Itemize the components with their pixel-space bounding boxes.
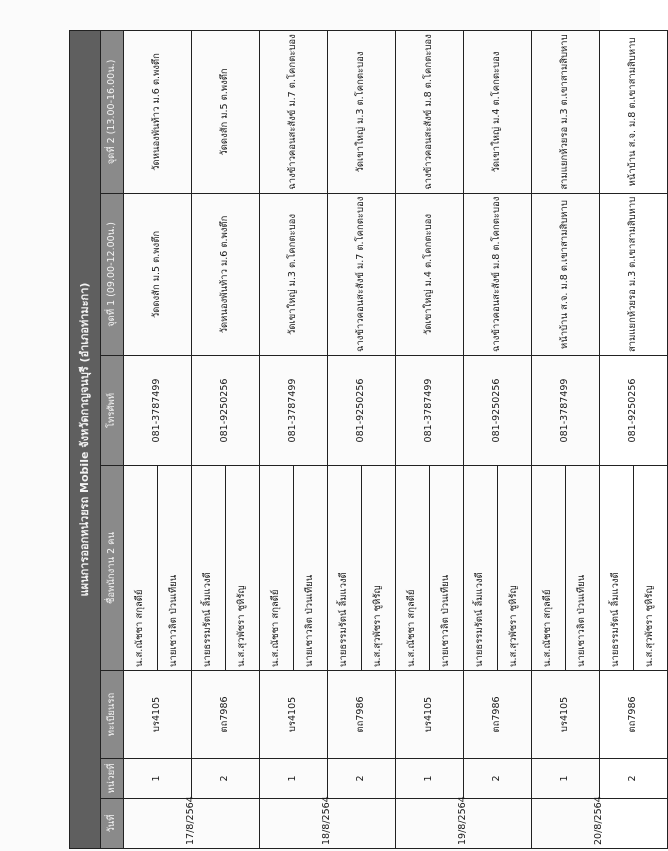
unit-no-cell: 2: [192, 759, 260, 799]
table-body: [124, 30, 668, 848]
date-cell: 20/8/2564: [532, 799, 668, 849]
unit-no-cell: 1: [396, 759, 464, 799]
round2-location-cell: หน้าบ้าน ส.จ. ม.8 ต.เขาสามสิบหาบ: [600, 30, 668, 193]
header-date: วันที่: [101, 799, 124, 849]
round2-location-cell: ฉางข้าวคอนสะสังข์ ม.7 ต.โคกตะบอง: [260, 30, 328, 193]
plate-cell: บร4105: [532, 671, 600, 759]
header-round2: จุดที่ 2 (13.00-16.00น.): [101, 30, 124, 193]
header-round1: จุดที่ 1 (09.00-12.00น.): [101, 194, 124, 356]
phone-cell: 081-3787499: [260, 356, 328, 466]
phone-cell: 081-9250256: [192, 356, 260, 466]
phone-cell: 081-9250256: [464, 356, 532, 466]
table-row: [328, 30, 362, 848]
date-cell: 19/8/2564: [396, 799, 532, 849]
unit-no-cell: 2: [600, 759, 668, 799]
staff-name-cell: นายเชาวลิต ป่วนเทียน: [566, 466, 600, 671]
table-header-row: [101, 30, 124, 848]
staff-name-cell: น.ส.สุวพัชรา ชูหิรัญ: [498, 466, 532, 671]
plate-cell: ตถ7986: [600, 671, 668, 759]
phone-cell: 081-3787499: [532, 356, 600, 466]
table-row: [260, 30, 294, 848]
plate-cell: ตถ7986: [192, 671, 260, 759]
table-title: แผนการออกหน่วยรถ Mobile จังหวัดกาญจนบุรี (อำเภอท่ามะกา): [70, 30, 101, 848]
staff-name-cell: น.ส.สุวพัชรา ชูหิรัญ: [226, 466, 260, 671]
staff-name-cell: น.ส.ณัชชา สกุลดีย์: [532, 466, 566, 671]
staff-name-cell: นายเชาวลิต ป่วนเทียน: [158, 466, 192, 671]
unit-no-cell: 1: [260, 759, 328, 799]
round1-location-cell: วัดเขาใหญ่ ม.3 ต.โคกตะบอง: [260, 194, 328, 356]
header-plate: ทะเบียนรถ: [101, 671, 124, 759]
table-row: [396, 30, 430, 848]
staff-name-cell: น.ส.สุวพัชรา ชูหิรัญ: [362, 466, 396, 671]
plate-cell: ตถ7986: [328, 671, 396, 759]
mobile-unit-schedule-table: [69, 30, 668, 849]
staff-name-cell: นายเชาวลิต ป่วนเทียน: [294, 466, 328, 671]
round1-location-cell: วัดเขาใหญ่ ม.4 ต.โคกตะบอง: [396, 194, 464, 356]
plate-cell: ตถ7986: [464, 671, 532, 759]
date-cell: 17/8/2564: [124, 799, 260, 849]
unit-no-cell: 2: [328, 759, 396, 799]
staff-name-cell: น.ส.ณัชชา สกุลดีย์: [396, 466, 430, 671]
round2-location-cell: วัดดงสัก ม.5 ต.พงตึก: [192, 30, 260, 193]
round1-location-cell: ฉางข้าวคอนสะสังข์ ม.8 ต.โคกตะบอง: [464, 194, 532, 356]
plate-cell: บร4105: [260, 671, 328, 759]
unit-no-cell: 1: [532, 759, 600, 799]
round1-location-cell: ฉางข้าวคอนสะสังข์ ม.7 ต.โคกตะบอง: [328, 194, 396, 356]
round2-location-cell: วัดเขาใหญ่ ม.3 ต.โคกตะบอง: [328, 30, 396, 193]
table-row: [464, 30, 498, 848]
round2-location-cell: ฉางข้าวคอนสะสังข์ ม.8 ต.โคกตะบอง: [396, 30, 464, 193]
table-row: [532, 30, 566, 848]
round2-location-cell: วัดเขาใหญ่ ม.4 ต.โคกตะบอง: [464, 30, 532, 193]
round1-location-cell: หน้าบ้าน ส.จ. ม.8 ต.เขาสามสิบหาบ: [532, 194, 600, 356]
table-row: [124, 30, 158, 848]
header-unit-no: หน่วยที่: [101, 759, 124, 799]
round1-location-cell: วัดดงสัก ม.5 ต.พงตึก: [124, 194, 192, 356]
rotated-schedule-table: [69, 31, 656, 849]
round1-location-cell: วัดหนองพันท้าว ม.6 ต.พงตึก: [192, 194, 260, 356]
staff-name-cell: น.ส.สุวพัชรา ชูหิรัญ: [634, 466, 668, 671]
staff-name-cell: น.ส.ณัชชา สกุลดีย์: [124, 466, 158, 671]
table-row: [192, 30, 226, 848]
table-row: [600, 30, 634, 848]
unit-no-cell: 1: [124, 759, 192, 799]
phone-cell: 081-9250256: [328, 356, 396, 466]
plate-cell: บร4105: [124, 671, 192, 759]
date-cell: 18/8/2564: [260, 799, 396, 849]
phone-cell: 081-3787499: [396, 356, 464, 466]
table-title-row: [70, 30, 101, 848]
header-phone: โทรศัพท์: [101, 356, 124, 466]
phone-cell: 081-9250256: [600, 356, 668, 466]
phone-cell: 081-3787499: [124, 356, 192, 466]
staff-name-cell: นายธรรมรัตน์ ลิ้มแวงดี: [192, 466, 226, 671]
plate-cell: บร4105: [396, 671, 464, 759]
staff-name-cell: นายธรรมรัตน์ ลิ้มแวงดี: [600, 466, 634, 671]
header-staff: ชื่อพนักงาน 2 คน: [101, 466, 124, 671]
round1-location-cell: สามแยกห้วยรอ ม.3 ต.เขาสามสิบหาบ: [600, 194, 668, 356]
staff-name-cell: นายธรรมรัตน์ ลิ้มแวงดี: [464, 466, 498, 671]
unit-no-cell: 2: [464, 759, 532, 799]
staff-name-cell: น.ส.ณัชชา สกุลดีย์: [260, 466, 294, 671]
round2-location-cell: วัดหนองพันท้าว ม.6 ต.พงตึก: [124, 30, 192, 193]
round2-location-cell: สามแยกห้วยรอ ม.3 ต.เขาสามสิบหาบ: [532, 30, 600, 193]
staff-name-cell: นายเชาวลิต ป่วนเทียน: [430, 466, 464, 671]
staff-name-cell: นายธรรมรัตน์ ลิ้มแวงดี: [328, 466, 362, 671]
